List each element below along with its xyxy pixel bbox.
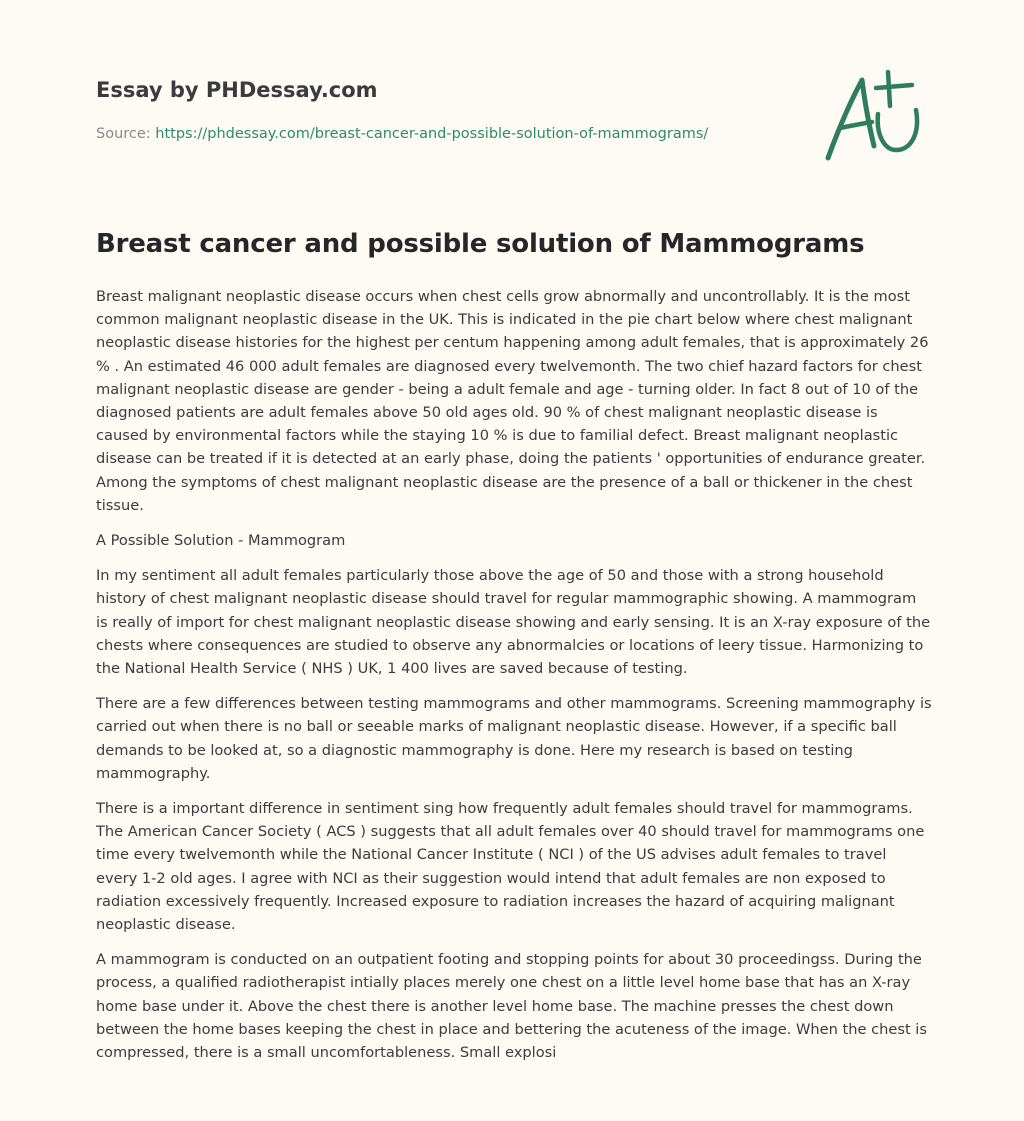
source-label: Source: <box>96 126 151 142</box>
paragraph: Breast malignant neoplastic disease occurs when chest cells grow abnormally and uncontrollably. It is the most common malignant neoplastic disease in the UK. This is indicated in the pie chart below where chest malignant neoplastic disease histories for the highest per centum happening among adult females, that is approximately 26 % . An estimated 46 000 adult females are diagnosed every twelvemonth. The two chief hazard factors for chest malignant neoplastic disease are gender - being a adult female and age - turning older. In fact 8 out of 10 of the diagnosed patients are adult females above 50 old ages old. 90 % of chest malignant neoplastic disease is caused by environmental factors while the staying 10 % is due to familial defect. Breast malignant neoplastic disease can be treated if it is detected at an early phase, doing the patients ' opportunities of endurance greater. Among the symptoms of chest malignant neoplastic disease are the presence of a ball or thickener in the chest tissue. <box>96 288 929 514</box>
essay-body <box>96 285 932 1076</box>
essay-header <box>96 76 796 144</box>
paragraph: There is a important difference in sentiment sing how frequently adult females should travel for mammograms. The American Cancer Society ( ACS ) suggests that all adult females over 40 should travel for mammograms one time every twelvemonth while the National Cancer Institute ( NCI ) of the US advises adult females to travel every 1-2 old ages. I agree with NCI as their suggestion would intend that adult females are non exposed to radiation excessively frequently. Increased exposure to radiation increases the hazard of acquiring malignant neoplastic disease. <box>96 800 925 934</box>
source-line <box>96 124 796 144</box>
brand-name: Essay by PHDessay.com <box>96 78 378 102</box>
paragraph: In my sentiment all adult females particularly those above the age of 50 and those with a strong household history of chest malignant neoplastic disease should travel for regular mammographic showing. A mammogram is really of import for chest malignant neoplastic disease showing and early sensing. It is an X-ray exposure of the chests where consequences are studied to observe any abnormalcies or locations of leery tissue. Harmonizing to the National Health Service ( NHS ) UK, 1 400 lives are saved because of testing. <box>96 567 931 678</box>
paragraph: There are a few differences between testing mammograms and other mammograms. Screening mammography is carried out when there is no ball or seeable marks of malignant neoplastic disease. However, if a specific ball demands to be looked at, so a diagnostic mammography is done. Here my research is based on testing mammography. <box>96 695 932 782</box>
essay-title: Breast cancer and possible solution of Mammograms <box>96 229 865 259</box>
paragraph: A mammogram is conducted on an outpatient footing and stopping points for about 30 proceedingss. During the process, a qualified radiotherapist intially places merely one chest on a little level home base that has an X-ray home base under it. Above the chest there is another level home base. The machine presses the chest down between the home bases keeping the chest in place and bettering the acuteness of the image. When the chest is compressed, there is a small uncomfortableness. Small explosi <box>96 951 927 1062</box>
source-link[interactable]: https://phdessay.com/breast-cancer-and-possible-solution-of-mammograms/ <box>155 126 709 142</box>
a-plus-icon <box>818 66 930 166</box>
section-subheading: A Possible Solution - Mammogram <box>96 532 346 550</box>
